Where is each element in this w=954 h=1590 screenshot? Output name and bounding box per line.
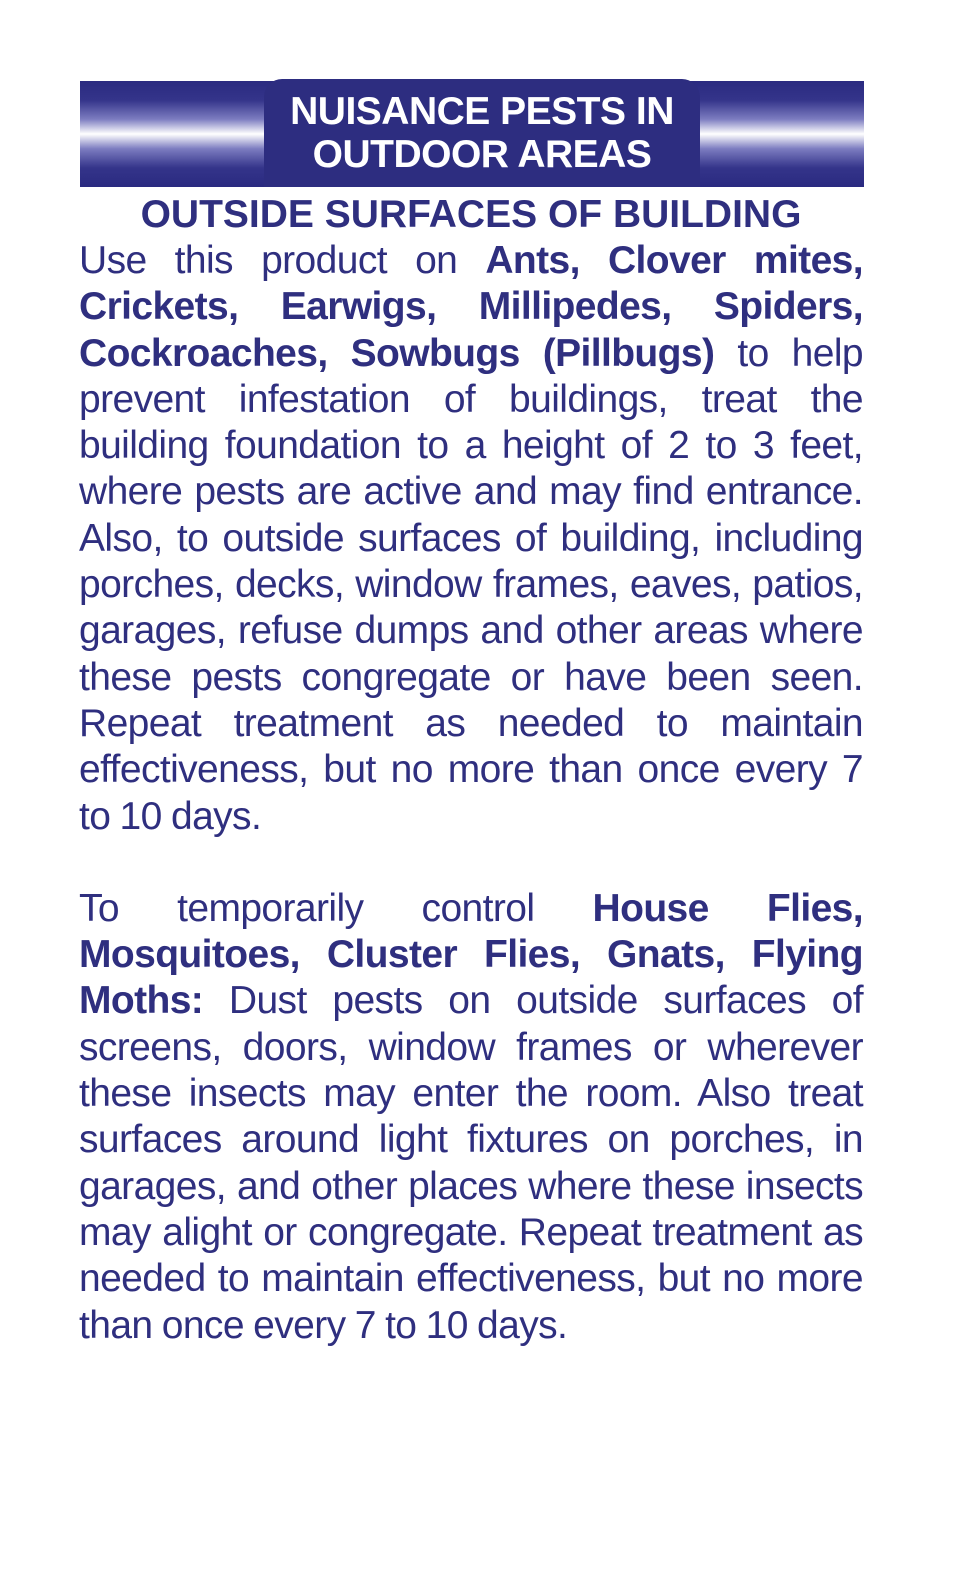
label-content [79,192,863,1349]
banner-title-line-1: NUISANCE PESTS IN [290,90,674,133]
banner-title-box [264,79,700,187]
paragraph-1-body: to help prevent infestation of buildings, treat the building foundation to a height of 2 to 3 feet, where pests are active and may find entrance. Also, to outside surfaces of building, including porches, decks, window frames, eaves, patios, garages, refuse dumps and other areas where these pests congregate or have been seen. Repeat treatment as needed to maintain effectiveness, but no more than once every 7 to 10 days. [79,331,863,838]
paragraph-outside-surfaces [79,238,863,840]
banner-title-line-2: OUTDOOR AREAS [312,133,652,176]
paragraph-2-body: Dust pests on outside surfaces of screens, doors, window frames or wherever these insects may enter the room. Also treat surfaces around light fixtures on porches, in garages, and other places where these insects may alight or congregate. Repeat treatment as needed to maintain effectiveness, but no more than once every 7 to 10 days. [79,979,863,1347]
section-heading: OUTSIDE SURFACES OF BUILDING [140,193,802,236]
paragraph-1-intro: Use this product on [79,239,486,282]
paragraph-1-pest-list: Ants, Clover mites, Crickets, Earwigs, Millipedes, Spiders, Cockroaches, Sowbugs (Pillbugs) [79,239,863,375]
paragraph-2-pest-list: House Flies, Mosquitoes, Cluster Flies, Gnats, Flying Moths: [79,886,863,1023]
paragraph-flying-insects [79,886,863,1349]
paragraph-2-intro: To temporarily control [79,886,593,930]
